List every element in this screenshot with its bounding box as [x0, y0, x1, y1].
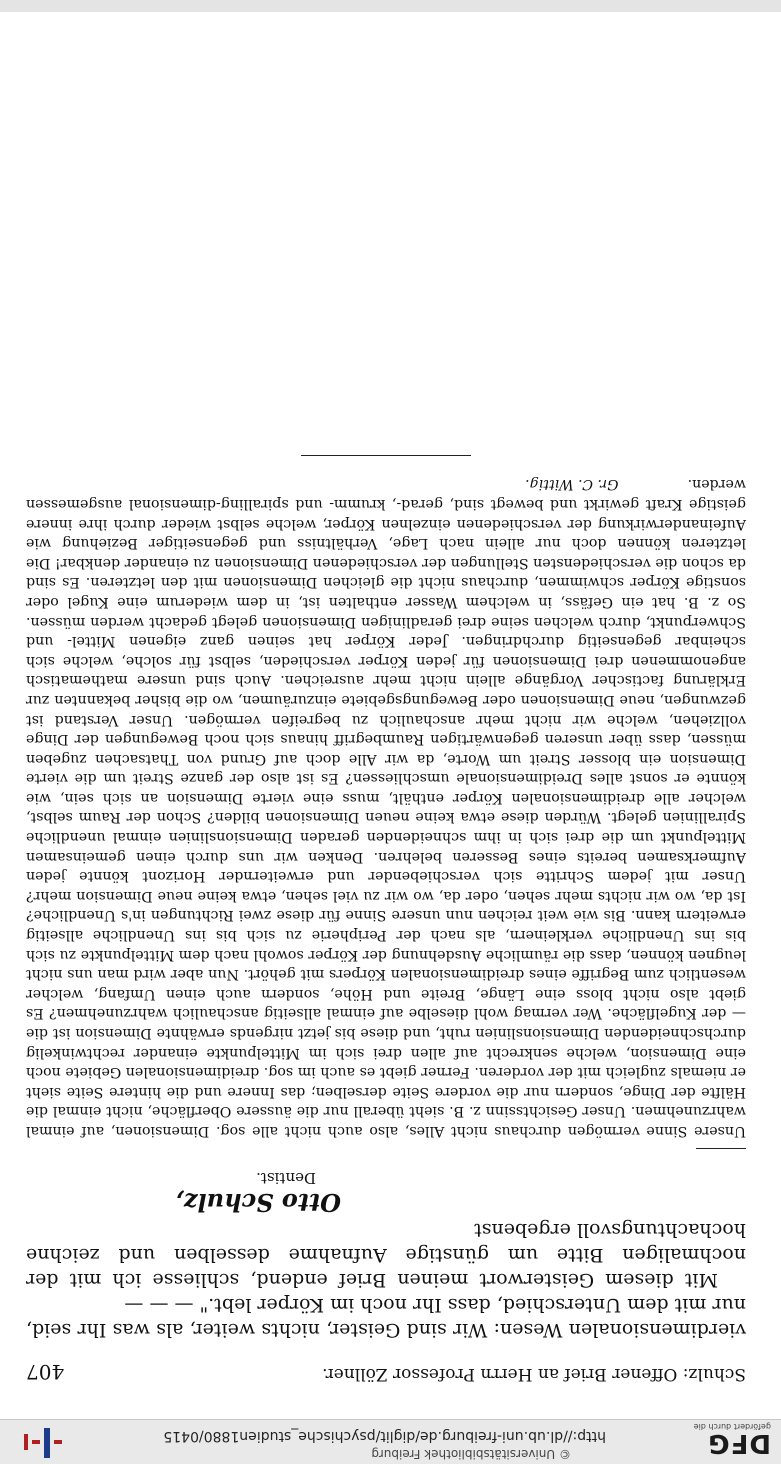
signature-role: Dentist.	[256, 1169, 316, 1187]
letter-end	[26, 1165, 746, 1342]
end-rule	[301, 455, 471, 456]
letter-quote: vierdimensionalen Wesen: Wir sind Geister, nichts weiter, als was Ihr seid, nur mit dem Unterschied, dass Ihr noch im Körper lebt." — — —	[26, 1294, 746, 1341]
dfg-logo-caption: gefördert durch die	[693, 1422, 771, 1431]
running-title: Schulz: Offener Brief an Herrn Professor Zöllner.	[322, 1364, 746, 1384]
editor-note	[26, 474, 746, 1140]
editor-note-text: Unsere Sinne vermögen durchaus nicht Alles, also auch nicht alle sog. Dimensionen, auf einmal wahrzunehmen. Unser Gesichtssinn z. B. sieht überall nur die äussere Oberfläche, nicht einmal die Hälfte der Dinge, sondern nur die vordere Seite derselben; das Innere und die hintere Seite sieht er niemals zugleich mit der vorderen. Ferner giebt es auch im sog. dreidimensionalen Gebiete noch eine Dimension, welche senkrecht auf allen drei sich im Mittelpunkte einander rechtwinkelig durchschneidenden Dimensionslinien ruht, und diese bis jetzt nirgends erwähnte Dimension ist die — der Kugelfläche. Wer vermag wohl dieselbe auf einmal allseitig anschaulich wahrzunehmen? Es giebt also nicht bloss eine Länge, Breite und Höhe, sondern auch einen Umfang, welcher wesentlich zum Begriffe eines dreidimensionalen Körpers mit gehört. Nun aber wird man uns nicht leugnen können, dass die räumliche Ausdehnung der Körper sowohl nach dem Mittelpunkte zu sich bis ins Unendliche verkleinern, als nach der Peripherie zu sich bis ins Unendliche allseitig erweitern kann. Bis wie weit reichen nun unsere Sinne für diese zwei Richtungen in's Unendliche? Ist da, wo wir nichts mehr sehen, oder da, wo wir zu viel sehen, etwa keine neue Dimension mehr? Unser mit jedem Schritte sich verschiebender und erweiternder Horizont könnte jeden Aufmerksamen bereits eines Besseren belehren. Denken wir uns durch einen gemeinsamen Mittelpunkt um die drei sich in ihm schneidenden geraden Dimensionslinien einmal unendliche Spirallinien gelegt. Würden diese etwa keine neuen Dimensionen bilden? Schon der Raum selbst, welcher alle dreidimensionalen Körper enthält, muss eine vierte Dimension an sich sein, wie könnte er sonst alles Dreidimensionale umschliessen? Es ist also der ganze Streit um die vierte Dimension ein blosser Streit um Worte, da wir Alle doch auf Grund von Thatsachen zugeben müssen, dass über unseren gegenwärtigen Raumbegriff hinaus sich noch Bewegungen der Dinge vollziehen, welche wir nicht mehr anschaulich zu begreifen vermögen. Unser Verstand ist gezwungen, neue Dimensionen oder Bewegungsgebiete einzuräumen, wo die bisher bekannten zur Erklärung factischer Vorgänge allein nicht mehr ausreichen. Auch sind unsere mathematisch angenommenen drei Dimensionen für jeden Körper verschieden, selbst für solche, welche sich scheinbar gegenseitig durchdringen. Jeder Körper hat seinen ganz eigenen Mittel- und Schwerpunkt, durch welchen seine drei geradlinigen Dimensionen gelegt gedacht werden müssen. So z. B. hat ein Gefäss, in welchem Wasser enthalten ist, in dem wiederum eine Kugel oder sonstige Körper schwimmen, durchaus nicht die gleichen Dimensionen mit den letzteren. Es sind da schon die verschiedensten Stellungen der verschiedenen Dimensionen zu einander denkbar! Die letzteren können doch nur allein nach Lage, Verhältniss und gegenseitiger Beziehung wie Aufeinanderwirkung der verschiedenen einzelnen Körper, welche selbst wieder durch ihre innere geistige Kraft gewirkt und bewegt sind, gerad-, krumm- und spiralling-dimensional ausgemessen werden.	[26, 476, 746, 1139]
permalink-url[interactable]: http://dl.ub.uni-freiburg.de/diglit/psychische_studien1880/0415	[163, 1428, 606, 1444]
letter-signature: Otto Schulz,	[175, 1188, 341, 1217]
page-number: 407	[26, 1360, 65, 1384]
book-page	[26, 455, 746, 1384]
letter-closing: Mit diesem Geisterwort meinen Brief endend, schliesse ich mit der nochmaligen Bitte um günstige Aufnahme desselben und zeichne hochachtungsvoll ergebenst	[26, 1219, 746, 1291]
viewer-footer	[0, 0, 781, 12]
library-logo-icon	[18, 1428, 62, 1458]
page-header	[26, 1360, 746, 1384]
dfg-logo: DFG	[707, 1428, 771, 1458]
section-divider	[696, 1148, 746, 1149]
viewer-toolbar	[0, 1419, 781, 1464]
editor-note-author: Gr. C. Wittig.	[525, 476, 619, 493]
copyright-notice: © Universitätsbibliothek Freiburg	[371, 1447, 571, 1461]
